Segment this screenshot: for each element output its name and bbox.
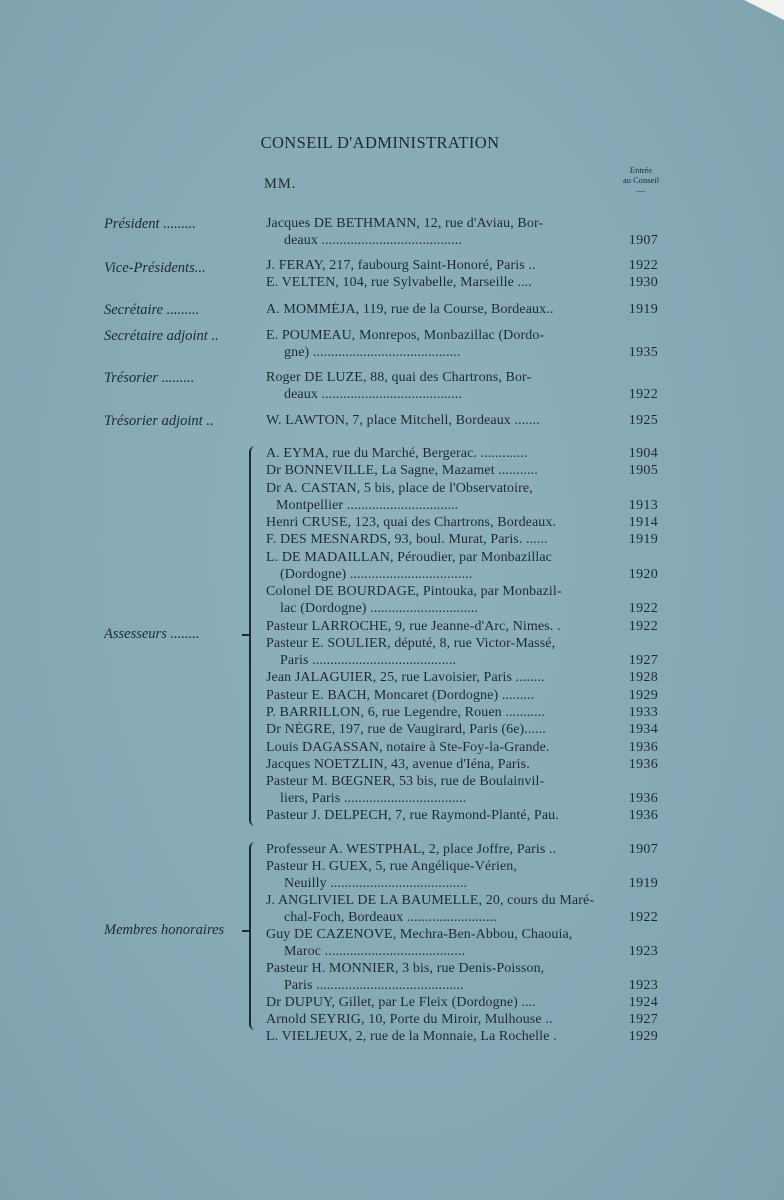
entree-au-conseil-header — [616, 165, 666, 195]
role-secretaire-adjoint: Secrétaire adjoint .. — [104, 328, 219, 344]
assesseurs-brace — [249, 446, 263, 826]
role-president: Président ......... — [104, 216, 196, 232]
honoraires-brace-tip — [242, 930, 250, 932]
au-conseil-label: au Conseil — [622, 175, 660, 185]
role-secretaire: Secrétaire ......... — [104, 302, 200, 318]
mm-label: MM. — [264, 176, 297, 192]
entree-label: Entrée — [629, 165, 653, 175]
role-assesseurs: Assesseurs ........ — [104, 626, 200, 642]
role-tresorier-adjoint: Trésorier adjoint .. — [104, 413, 214, 429]
page-title: CONSEIL D'ADMINISTRATION — [260, 133, 500, 152]
role-tresorier: Trésorier ......... — [104, 370, 195, 386]
entree-dash: — — [636, 185, 646, 195]
honoraires-brace — [249, 842, 263, 1030]
role-membres-honoraires: Membres honoraires — [104, 922, 225, 938]
role-vice-presidents: Vice-Présidents... — [104, 260, 206, 276]
assesseurs-brace-tip — [242, 634, 250, 636]
